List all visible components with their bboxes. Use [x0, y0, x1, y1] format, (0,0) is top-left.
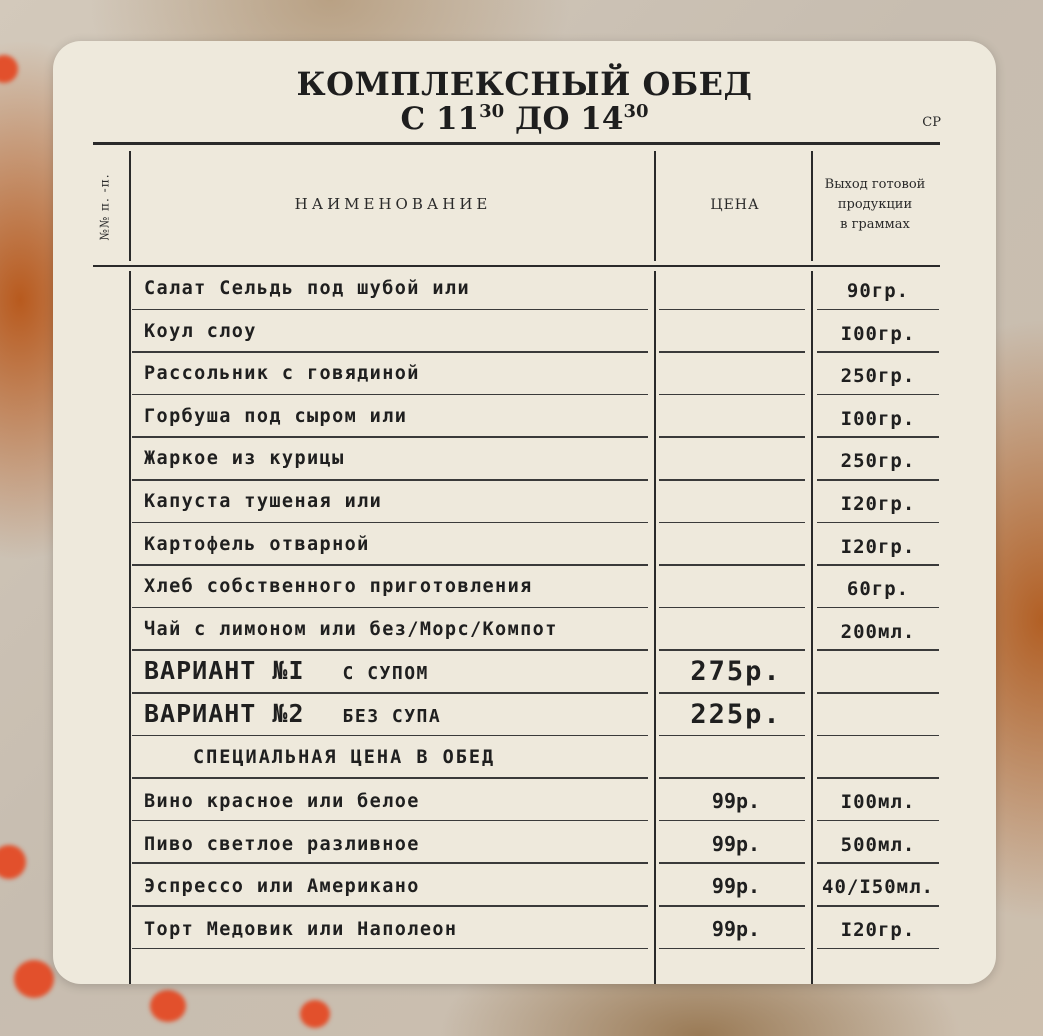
- row-rule: [132, 309, 648, 311]
- row-rule: [132, 479, 648, 481]
- column-header-number: №№ п. -п.: [98, 173, 112, 241]
- row-rule: [659, 862, 805, 864]
- row-rule: [132, 564, 648, 566]
- item-name: Горбуша под сыром или: [144, 405, 408, 427]
- row-rule: [817, 948, 939, 950]
- row-rule: [132, 948, 648, 950]
- row-rule: [817, 692, 939, 694]
- row-rule: [132, 522, 648, 524]
- item-price: 99р.: [711, 917, 761, 941]
- row-rule: [659, 905, 805, 907]
- row-rule: [817, 862, 939, 864]
- variant-title: ВАРИАНТ №I: [144, 656, 305, 686]
- item-yield: I20гр.: [840, 535, 916, 558]
- background-dot: [300, 1000, 330, 1028]
- row-rule: [817, 905, 939, 907]
- row-rule: [817, 820, 939, 822]
- row-rule: [132, 394, 648, 396]
- column-divider: [129, 271, 131, 984]
- row-rule: [659, 948, 805, 950]
- row-rule: [659, 351, 805, 353]
- variant-subtitle: БЕЗ СУПА: [342, 706, 442, 727]
- row-rule: [817, 649, 939, 651]
- item-yield: 40/I50мл.: [822, 876, 934, 899]
- item-yield: 250гр.: [840, 450, 916, 473]
- column-divider: [654, 271, 656, 984]
- variant-price: 275р.: [690, 656, 782, 688]
- row-rule: [132, 862, 648, 864]
- row-rule: [659, 394, 805, 396]
- row-rule: [659, 692, 805, 694]
- item-yield: I00гр.: [840, 407, 916, 430]
- item-yield: I00мл.: [840, 791, 916, 814]
- variant-subtitle: С СУПОМ: [342, 663, 429, 685]
- menu-title: КОМПЛЕКСНЫЙ ОБЕД: [296, 65, 753, 103]
- row-rule: [132, 777, 648, 779]
- item-name: Пиво светлое разливное: [144, 833, 420, 855]
- row-rule: [817, 479, 939, 481]
- item-name: Салат Сельдь под шубой или: [144, 278, 470, 299]
- row-rule: [132, 692, 648, 694]
- menu-code: СР: [922, 115, 941, 130]
- row-rule: [817, 735, 939, 737]
- column-divider: [129, 151, 131, 261]
- item-price: 99р.: [711, 874, 761, 899]
- row-rule: [659, 436, 805, 438]
- item-yield: I00гр.: [840, 322, 916, 345]
- item-name: Жаркое из курицы: [144, 448, 345, 470]
- background-dot: [14, 960, 54, 998]
- background-dot: [0, 845, 26, 879]
- column-header-price: ЦЕНА: [710, 197, 760, 213]
- row-rule: [659, 564, 805, 566]
- row-rule: [817, 309, 939, 311]
- menu-card: [53, 41, 996, 984]
- row-rule: [659, 735, 805, 737]
- background-dot: [150, 990, 186, 1022]
- row-rule: [659, 607, 805, 609]
- column-divider: [654, 151, 656, 261]
- column-divider: [811, 271, 813, 984]
- column-divider: [811, 151, 813, 261]
- variant-name: [144, 656, 429, 685]
- row-rule: [817, 351, 939, 353]
- item-name: Картофель отварной: [144, 533, 370, 555]
- header-bottom-rule: [93, 265, 940, 267]
- item-price: 99р.: [711, 831, 761, 856]
- item-name: Капуста тушеная или: [144, 491, 383, 512]
- item-yield: 250гр.: [840, 365, 916, 388]
- item-name: Чай с лимоном или без/Морс/Компот: [144, 618, 558, 640]
- background-dot: [0, 55, 18, 83]
- item-name: Эспрессо или Американо: [144, 876, 420, 898]
- variant-title: ВАРИАНТ №2: [144, 699, 305, 728]
- row-rule: [132, 436, 648, 438]
- row-rule: [659, 649, 805, 651]
- variant-price: 225р.: [690, 699, 782, 730]
- row-rule: [132, 735, 648, 737]
- item-yield: 90гр.: [846, 280, 910, 302]
- row-rule: [132, 351, 648, 353]
- row-rule: [659, 309, 805, 311]
- row-rule: [817, 394, 939, 396]
- item-name: Коул слоу: [144, 320, 257, 342]
- item-name: Рассольник с говядиной: [144, 363, 420, 385]
- column-header-name: НАИМЕНОВАНИЕ: [294, 195, 492, 213]
- row-rule: [817, 564, 939, 566]
- item-name: Торт Медовик или Наполеон: [144, 919, 458, 940]
- row-rule: [817, 607, 939, 609]
- variant-name: [144, 699, 441, 728]
- row-rule: [132, 820, 648, 822]
- row-rule: [817, 522, 939, 524]
- row-rule: [817, 436, 939, 438]
- header-top-rule: [93, 142, 940, 145]
- special-price-heading: СПЕЦИАЛЬНАЯ ЦЕНА В ОБЕД: [193, 746, 496, 768]
- item-yield: 60гр.: [846, 578, 910, 601]
- menu-time-range: С $11^{30}$ ДО $14^{30}$: [400, 101, 649, 137]
- item-yield: 500мл.: [840, 833, 916, 856]
- item-price: 99р.: [711, 789, 761, 814]
- column-header-yield: Выход готовой продукции в граммах: [824, 177, 926, 232]
- row-rule: [659, 479, 805, 481]
- item-yield: I20гр.: [840, 919, 916, 941]
- row-rule: [659, 777, 805, 779]
- row-rule: [132, 905, 648, 907]
- row-rule: [659, 522, 805, 524]
- row-rule: [132, 649, 648, 651]
- item-yield: I20гр.: [840, 493, 916, 515]
- item-yield: 200мл.: [840, 620, 916, 643]
- item-name: Вино красное или белое: [144, 791, 420, 813]
- item-name: Хлеб собственного приготовления: [144, 576, 533, 598]
- row-rule: [132, 607, 648, 609]
- row-rule: [659, 820, 805, 822]
- row-rule: [817, 777, 939, 779]
